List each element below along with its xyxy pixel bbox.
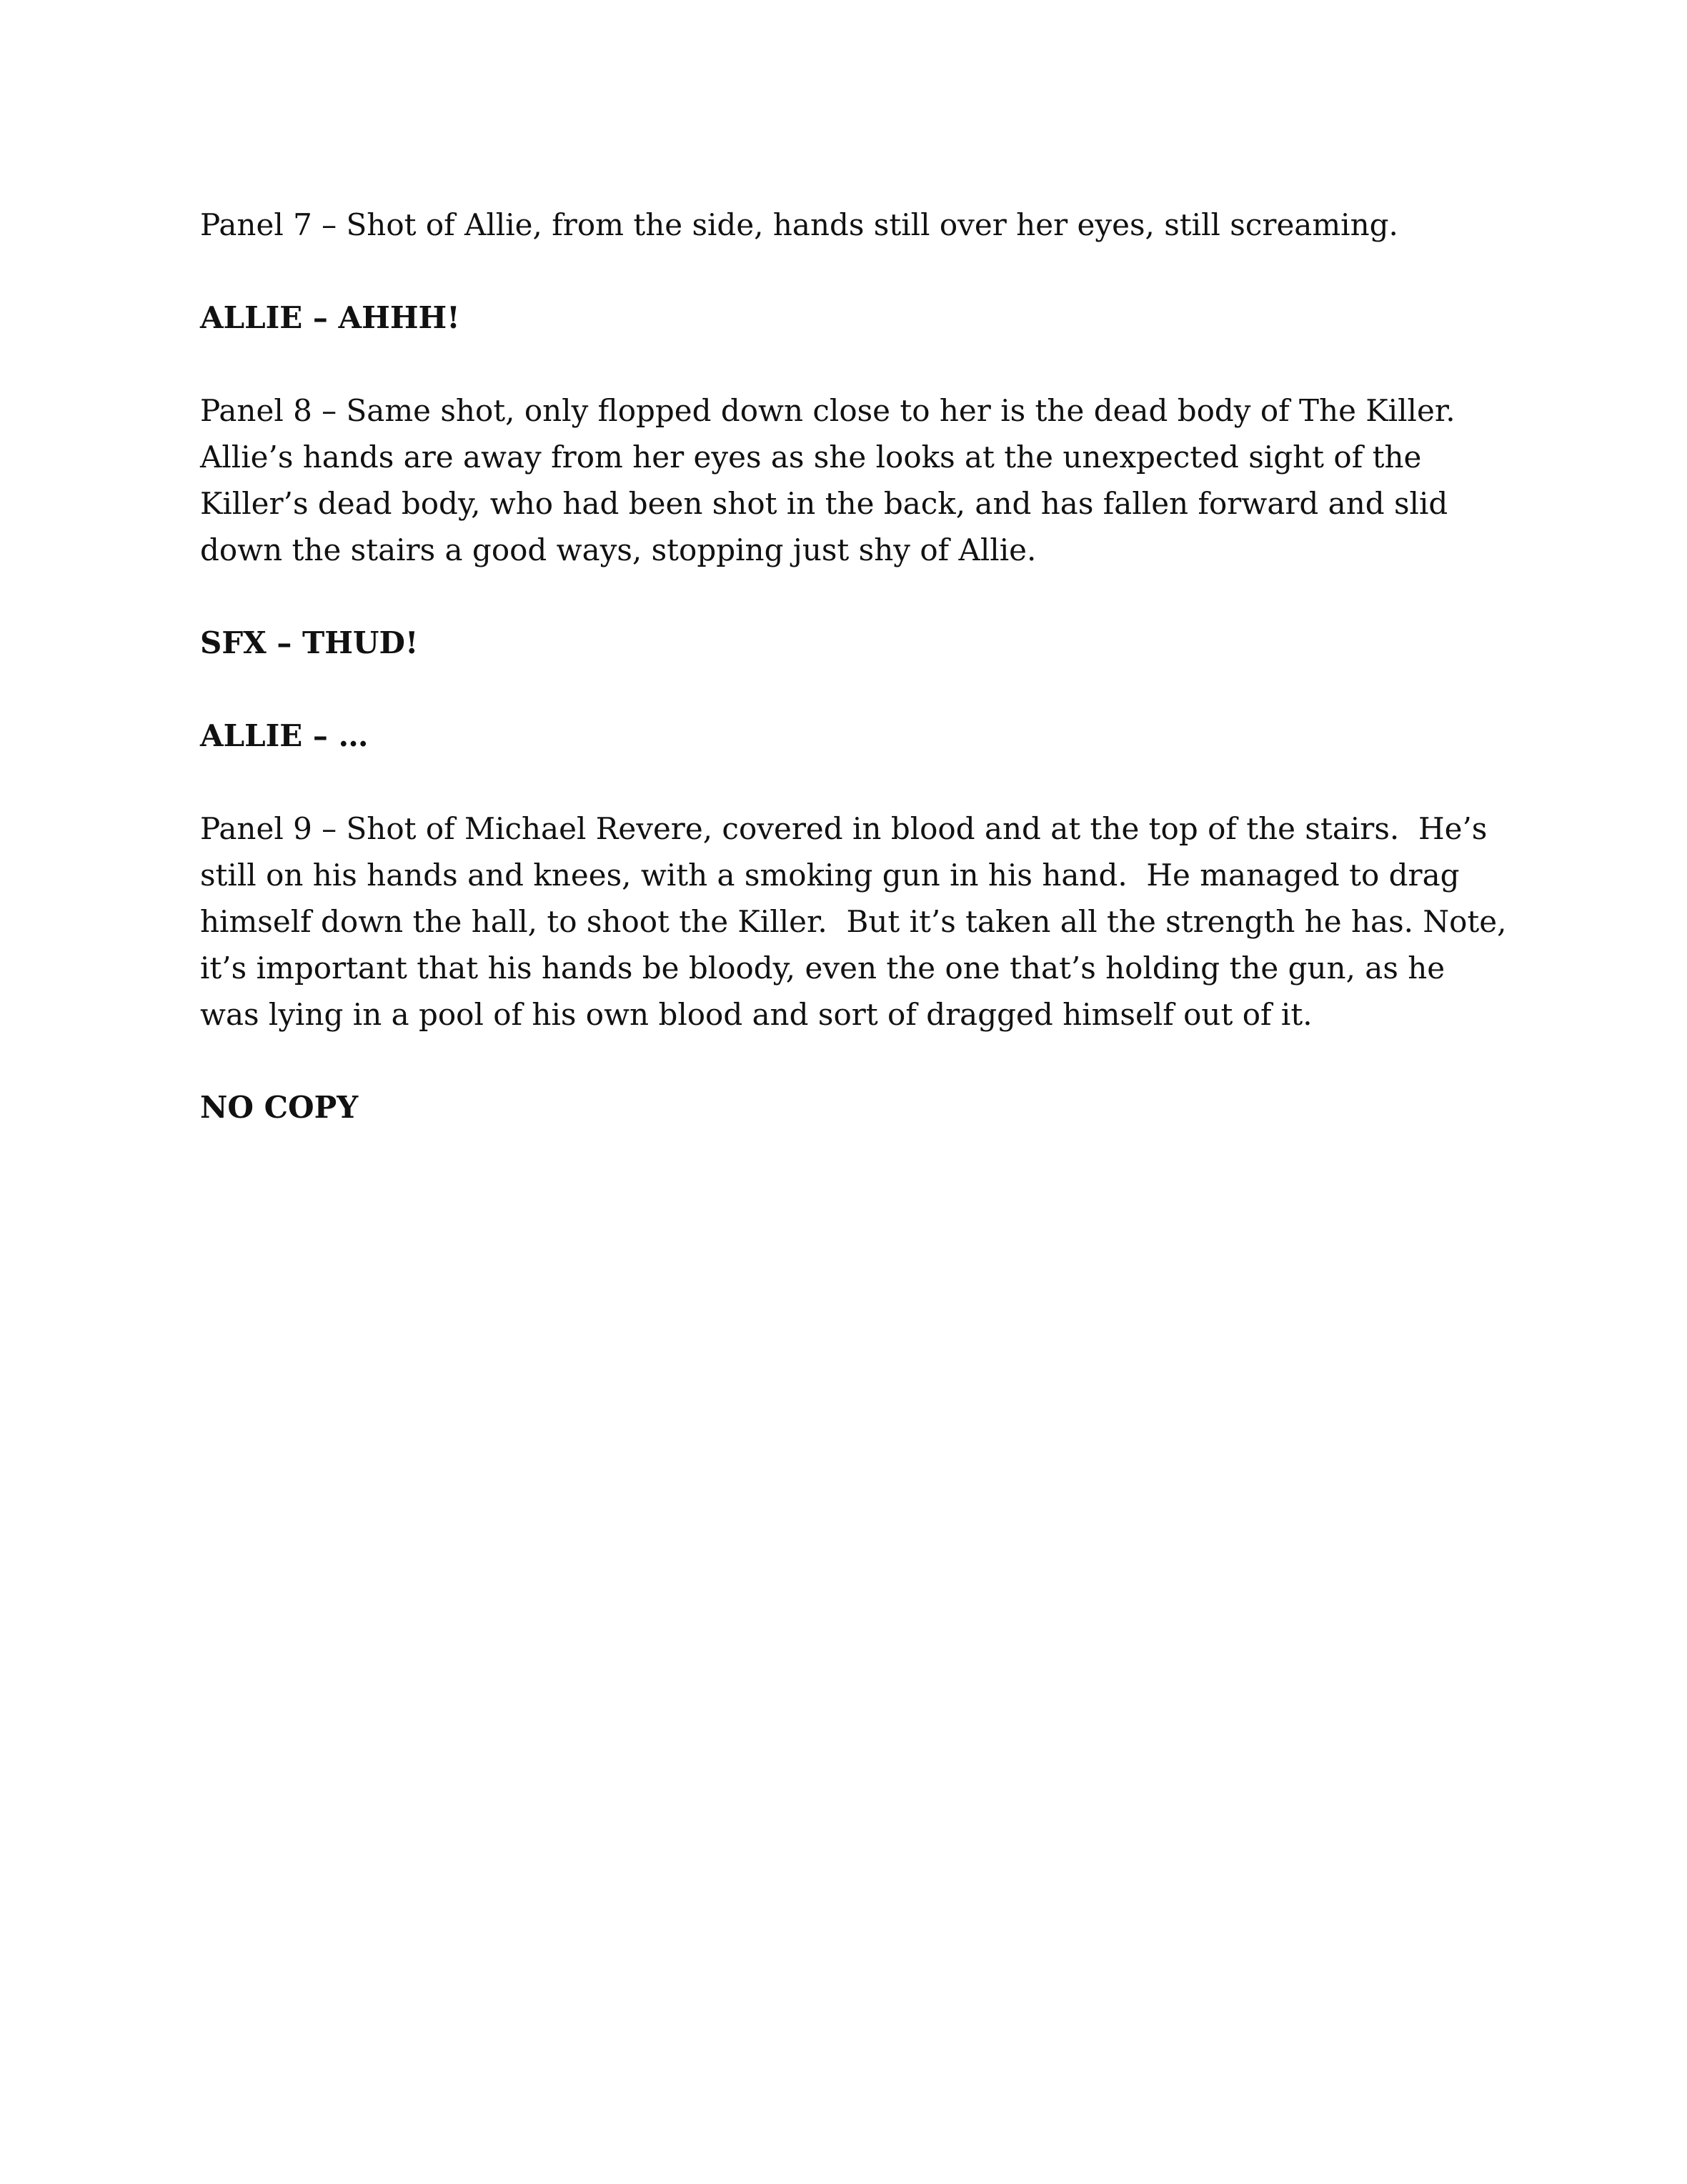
panel-9-description: Panel 9 – Shot of Michael Revere, covered in blood and at the top of the stairs. He’s still on his hands and knees, with a smoking gun in his hand. He managed to drag himself down the hall, to shoot the Killer. But it’s taken all the strength he has. Note, it’s important that his hands be bloody, even the one that’s holding the gun, as he was lying in a pool of his own blood and sort of dragged himself out of it.	[200, 811, 1516, 1032]
panel-8-description: Panel 8 – Same shot, only flopped down close to her is the dead body of The Killer. Allie’s hands are away from her eyes as she looks at the unexpected sight of the Killer’s dead body, who had been shot in the back, and has fallen forward and slid down the stairs a good ways, stopping just shy of Allie.	[200, 393, 1475, 567]
sfx-thud: SFX – THUD!	[200, 625, 419, 660]
allie-dialogue-scream: ALLIE – AHHH!	[200, 300, 460, 335]
script-body	[200, 202, 1516, 1177]
panel-7-description: Panel 7 – Shot of Allie, from the side, hands still over her eyes, still screaming.	[200, 207, 1398, 242]
no-copy-note: NO COPY	[200, 1090, 359, 1125]
allie-dialogue-silent: ALLIE – …	[200, 718, 369, 753]
